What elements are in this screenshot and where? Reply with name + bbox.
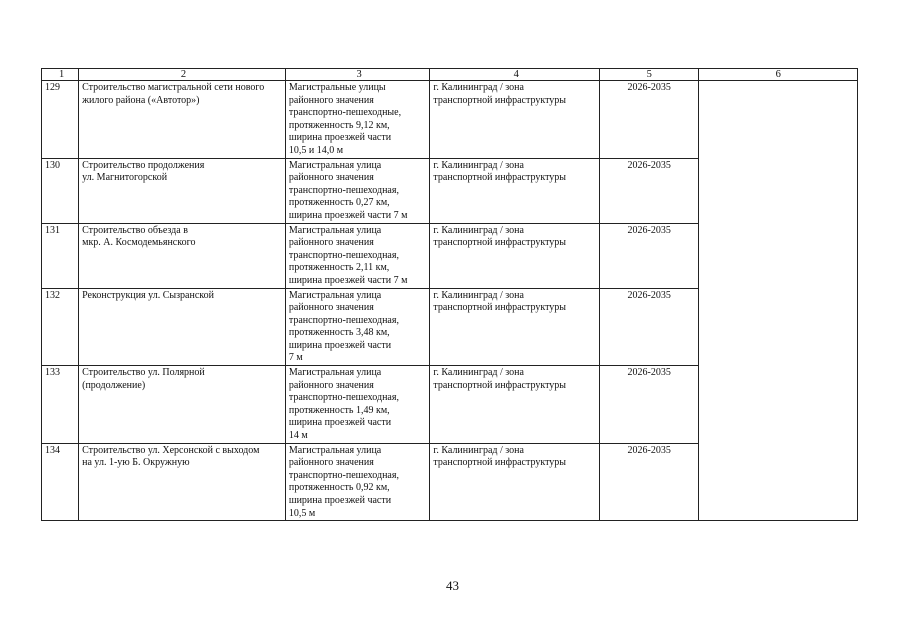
- row-number: 134: [45, 444, 60, 456]
- project-location: г. Калининград / зона транспортной инфраструктуры: [433, 82, 567, 106]
- project-period: 2026-2035: [627, 224, 671, 236]
- project-location: г. Калининград / зона транспортной инфраструктуры: [433, 159, 567, 184]
- header-col-2: 2: [79, 69, 286, 81]
- document-table-container: [41, 68, 858, 521]
- header-col-3: 3: [285, 69, 430, 81]
- row-number: 133: [45, 367, 60, 379]
- header-col-1: 1: [42, 69, 79, 81]
- page-number: 43: [446, 578, 459, 593]
- table-row: [42, 158, 858, 223]
- project-period: 2026-2035: [627, 289, 671, 301]
- project-name: Строительство ул. Полярной (продолжение): [82, 367, 205, 391]
- project-description: Магистральная улица районного значения транспортно-пешеходная, протяженность 0,27 км, ширина проезжей части 7 м: [288, 159, 408, 221]
- table-header-row: [42, 69, 858, 81]
- project-location: г. Калининград / зона транспортной инфраструктуры: [433, 444, 567, 469]
- project-period: 2026-2035: [627, 444, 671, 456]
- projects-table: [41, 68, 858, 521]
- project-location: г. Калининград / зона транспортной инфраструктуры: [433, 224, 567, 249]
- project-description: Магистральная улица районного значения транспортно-пешеходная, протяженность 2,11 км, ширина проезжей части 7 м: [288, 224, 408, 286]
- project-location: г. Калининград / зона транспортной инфраструктуры: [433, 289, 567, 314]
- row-number: 129: [45, 82, 60, 93]
- table-row: [42, 81, 858, 159]
- project-description: Магистральная улица районного значения транспортно-пешеходная, протяженность 3,48 км, ширина проезжей части 7 м: [288, 289, 399, 364]
- header-col-4: 4: [430, 69, 600, 81]
- project-period: 2026-2035: [627, 82, 671, 93]
- project-description: Магистральная улица районного значения транспортно-пешеходная, протяженность 1,49 км, ширина проезжей части 14 м: [288, 367, 399, 442]
- row-number: 132: [45, 289, 60, 301]
- row-number: 131: [45, 224, 60, 236]
- project-name: Строительство продолжения ул. Магнитогорской: [82, 159, 205, 184]
- project-description: Магистральная улица районного значения транспортно-пешеходная, протяженность 0,92 км, ширина проезжей части 10,5 м: [288, 444, 399, 519]
- project-period: 2026-2035: [627, 367, 671, 379]
- project-name: Реконструкция ул. Сызранской: [82, 289, 214, 301]
- row-number: 130: [45, 159, 60, 171]
- project-name: Строительство магистральной сети нового жилого района («Автотор»): [82, 82, 265, 106]
- table-row: [42, 366, 858, 444]
- table-row: [42, 288, 858, 366]
- header-col-5: 5: [600, 69, 699, 81]
- table-row: [42, 223, 858, 288]
- project-location: г. Калининград / зона транспортной инфраструктуры: [433, 367, 567, 391]
- project-name: Строительство ул. Херсонской с выходом на ул. 1-ую Б. Окружную: [82, 444, 260, 469]
- project-period: 2026-2035: [627, 159, 671, 171]
- table-row: [42, 443, 858, 521]
- project-description: Магистральные улицы районного значения транспортно-пешеходные, протяженность 9,12 км, ширина проезжей части 10,5 и 14,0 м: [288, 82, 402, 156]
- project-name: Строительство объезда в мкр. А. Космодемьянского: [82, 224, 196, 249]
- header-col-6: 6: [699, 69, 858, 81]
